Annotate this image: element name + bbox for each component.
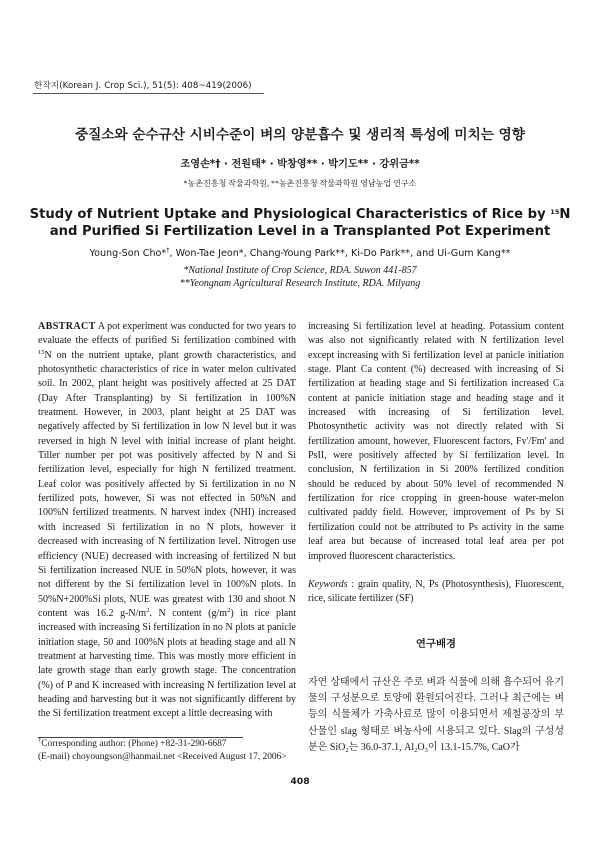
abstract-part-2: increasing Si fertilization level at heading. Potassium content was also not significantly related with N fertilization level except increasing with Si fertilization level at panicle initiation stage. Plant Ca content (%) decreased with increasing of Si fertilization at heading stage and Si fertilization increased Ca content at panicle initiation stage and heading stage and it increased with increasing of Si fertilization level. Photosynthetic activity was not directly related with Si fertilization amount, however, Fluorescent factors, Fv'/Fm' and PsII, were positively affected by Si fertilization level. In conclusion, N fertilization in Si 200% fertilized condition should be reduced by about 50% level of recommended N fertilization for rice cropping in green-house water-melon cultivated paddy field. However, improvement of Ps by Si fertilization could not be attributed to Ps activity in the same leaf area but because of increased total leaf area per pot improved fluorescent characteristics. (308, 321, 564, 562)
header-rule (33, 93, 264, 94)
page-number: 408 (290, 776, 310, 787)
korean-authors: 조영손*† · 전원태* · 박창영** · 박기도** · 강위금** (180, 159, 420, 170)
english-title-part2: N and Purified Si Fertilization Level in a Transplanted Pot Experiment (49, 207, 571, 239)
right-column (308, 320, 564, 756)
superscript: 2 (227, 606, 231, 614)
english-title (20, 206, 580, 240)
keywords-label: Keywords (308, 578, 348, 590)
keywords-text: : grain quality, N, Ps (Photosynthesis), Fluorescent, rice, silicate fertilizer (SF) (308, 578, 564, 605)
subscript: 3 (424, 747, 428, 755)
body-text: 는 36.0-37.1, Al (348, 742, 415, 754)
korean-title: 중질소와 순수규산 시비수준이 벼의 양분흡수 및 생리적 특성에 미치는 영향 (75, 127, 525, 143)
superscript: 15 (38, 348, 45, 356)
korean-affiliation: *농촌진흥청 작물과학원, **농촌진흥청 작물과학원 영남농업 연구소 (183, 179, 417, 188)
abstract-text: ) in rice plant increased with increasing Si fertilization in no N plots at panicle initiation stage, 50 and 100%N plots at heading stage and all N treatment at harvesting time. This was mostly more efficient in late growth stage than early growth stage. The concentration (%) of P and K increased with increasing N fertilization level at heading and harvesting but it was not significantly different by the Si fertilization treatment except a little decreasing with (38, 607, 297, 720)
english-title-superscript: 15 (550, 208, 560, 216)
footnote (38, 738, 308, 764)
left-column (38, 320, 296, 722)
footnote-mark: † (38, 737, 42, 744)
section-heading: 연구배경 (415, 637, 457, 650)
english-title-part1: Study of Nutrient Uptake and Physiological Characteristics of Rice by (29, 207, 551, 222)
journal-citation: 한작지(Korean J. Crop Sci.), 51(5): 408~419(2006) (34, 81, 252, 91)
superscript: 2 (146, 606, 150, 614)
abstract-part-1 (38, 320, 296, 722)
affiliation-line-2: **Yeongnam Agricultural Research Institute, RDA. Milyang (179, 278, 421, 289)
footnote-text: Corresponding author: (Phone) +82-31-290-6687 (41, 739, 227, 749)
abstract-text: A pot experiment was conducted for two years to evaluate the effects of purified Si fertilization combined with (38, 321, 296, 347)
corresponding-mark: † (166, 246, 170, 254)
other-authors: , Won-Tae Jeon*, Chang-Young Park**, Ki-Do Park**, and Ui-Gum Kang** (169, 248, 511, 259)
body-text: 이 13.1-15.7%, CaO가 (427, 742, 520, 754)
keywords (308, 578, 564, 607)
abstract-text: . N content (g/m (149, 607, 228, 619)
body-text: 자연 상태에서 규산은 주로 벼과 식물에 의해 흡수되어 유기물의 구성분으로 토양에 환원되어진다. 그러나 최근에는 벼 등의 식물체가 가축사료로 많이 이용되면서 제철공장의 부산물인 slag 형태로 벼농사에 시용되고 있다. Slag의 구성성분은 SiO (308, 676, 564, 754)
english-affiliations (0, 264, 600, 290)
affiliation-line-1: *National Institute of Crop Science, RDA. Suwon 441-857 (183, 265, 417, 276)
footnote-line-1 (38, 738, 308, 751)
footnote-line-2: (E-mail) choyoungson@hanmail.net <Received August 17, 2006> (38, 752, 287, 762)
subscript: 2 (414, 747, 418, 755)
abstract-text: N on the nutrient uptake, plant growth characteristics, and photosynthetic characteristics of rice in water melon cultivated soil. In 2002, plant height was positively affected at 25 DAT (Day After Transplanting) by Si fertilization in 100%N treatment. However, in 2003, plant height at 25 DAT was negatively affected by Si fertilization in low N level but it was reversed in high N level with initial increase of plant height. Tiller number per pot was positively affected by N and Si fertilization level, especially for high N fertilized treatment. Leaf color was positively affected by Si fertilization in no N fertilized pots, however, Si was not effected in 50%N and 100%N fertilized treatments. N harvest index (NHI) increased with increased Si fertilization in no N plots, however it decreased with increasing of N fertilization level. Nitrogen use efficiency (NUE) decreased with increasing of fertilized N but Si fertilization increased NUE in 50%N plots, however, it was not different by the Si fertilization level in 100%N plots. In 50%N+200%Si plots, NUE was greatest with 130 and shoot N content was 16.2 g-N/m (38, 349, 296, 619)
body-text: O (417, 742, 425, 754)
abstract-continued (308, 320, 564, 564)
first-author: Young-Son Cho* (89, 248, 167, 259)
english-authors (0, 248, 600, 259)
subscript: 2 (345, 747, 349, 755)
abstract-label: ABSTRACT (38, 321, 96, 332)
body-paragraph (308, 675, 564, 756)
